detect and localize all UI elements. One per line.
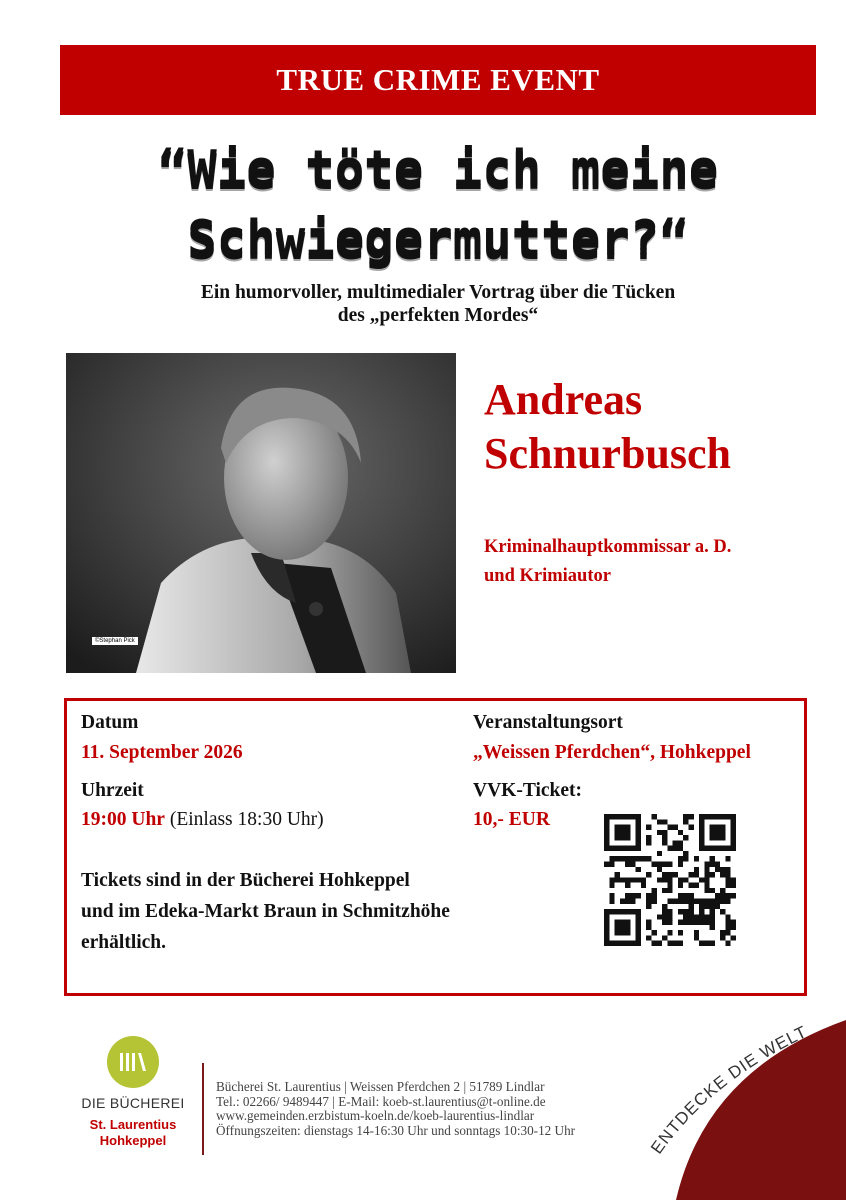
event-title: [60, 134, 816, 274]
banner-text: TRUE CRIME EVENT: [276, 62, 600, 97]
library-website-link[interactable]: www.gemeinden.erzbistum-koeln.de/koeb-laurentius-lindlar: [216, 1108, 535, 1123]
time-row: [81, 809, 324, 831]
time-label: Uhrzeit: [81, 780, 144, 801]
footer-divider: [202, 1063, 204, 1155]
speaker-role-line-2: und Krimiautor: [484, 566, 611, 586]
date-label: Datum: [81, 712, 139, 733]
logo-subtitle: [78, 1117, 188, 1149]
subtitle-line-2: des „perfekten Mordes“: [337, 305, 539, 326]
title-line-1: “Wie töte ich meine: [157, 140, 719, 197]
library-address: Bücherei St. Laurentius | Weissen Pferdchen 2 | 51789 Lindlar: [216, 1079, 545, 1094]
corner-decoration: [626, 1010, 846, 1200]
library-logo: [78, 1036, 188, 1156]
speaker-name: [484, 373, 814, 481]
event-subtitle: [60, 281, 816, 327]
tickets-line-1: Tickets sind in der Bücherei Hohkeppel: [81, 870, 410, 891]
library-contact: Tel.: 02266/ 9489447 | E-Mail: koeb-st.laurentius@t-online.de: [216, 1093, 546, 1109]
speaker-role-line-1: Kriminalhauptkommissar a. D.: [484, 537, 732, 557]
ticket-qr-code[interactable]: [604, 814, 736, 946]
time-value: 19:00 Uhr: [81, 809, 165, 830]
tickets-line-3: erhältlich.: [81, 932, 167, 953]
speaker-last-name: Schnurbusch: [484, 429, 732, 478]
library-logo-icon: [107, 1036, 159, 1088]
speaker-first-name: Andreas: [484, 375, 643, 424]
venue-value: „Weissen Pferdchen“, Hohkeppel: [473, 742, 751, 763]
speaker-portrait-image: [66, 353, 456, 673]
library-contact-info: [216, 1080, 656, 1138]
tickets-line-2: und im Edeka-Markt Braun in Schmitzhöhe: [81, 901, 450, 922]
ticket-label: VVK-Ticket:: [473, 780, 583, 801]
event-banner: [60, 45, 816, 115]
speaker-role: [484, 533, 814, 591]
logo-subtitle-line-1: St. Laurentius: [89, 1117, 177, 1132]
ticket-price: 10,- EUR: [473, 809, 550, 830]
subtitle-line-1: Ein humorvoller, multimedialer Vortrag über die Tücken: [200, 282, 676, 303]
photo-credit: ©Stephan Pick: [92, 637, 138, 645]
time-note: (Einlass 18:30 Uhr): [164, 809, 324, 830]
logo-subtitle-line-2: Hohkeppel: [99, 1133, 167, 1148]
ticket-availability: [81, 865, 541, 958]
date-value: 11. September 2026: [81, 742, 243, 763]
logo-title: DIE BÜCHEREI: [81, 1095, 185, 1111]
title-line-2: Schwiegermutter?“: [187, 210, 689, 267]
event-details-box: [64, 698, 807, 996]
venue-label: Veranstaltungsort: [473, 712, 623, 733]
library-opening-hours: Öffnungszeiten: dienstags 14-16:30 Uhr und sonntags 10:30-12 Uhr: [216, 1122, 576, 1138]
slogan-textpath: ENTDECKE DIE WELT: [647, 1022, 811, 1158]
speaker-photo: [66, 353, 456, 673]
